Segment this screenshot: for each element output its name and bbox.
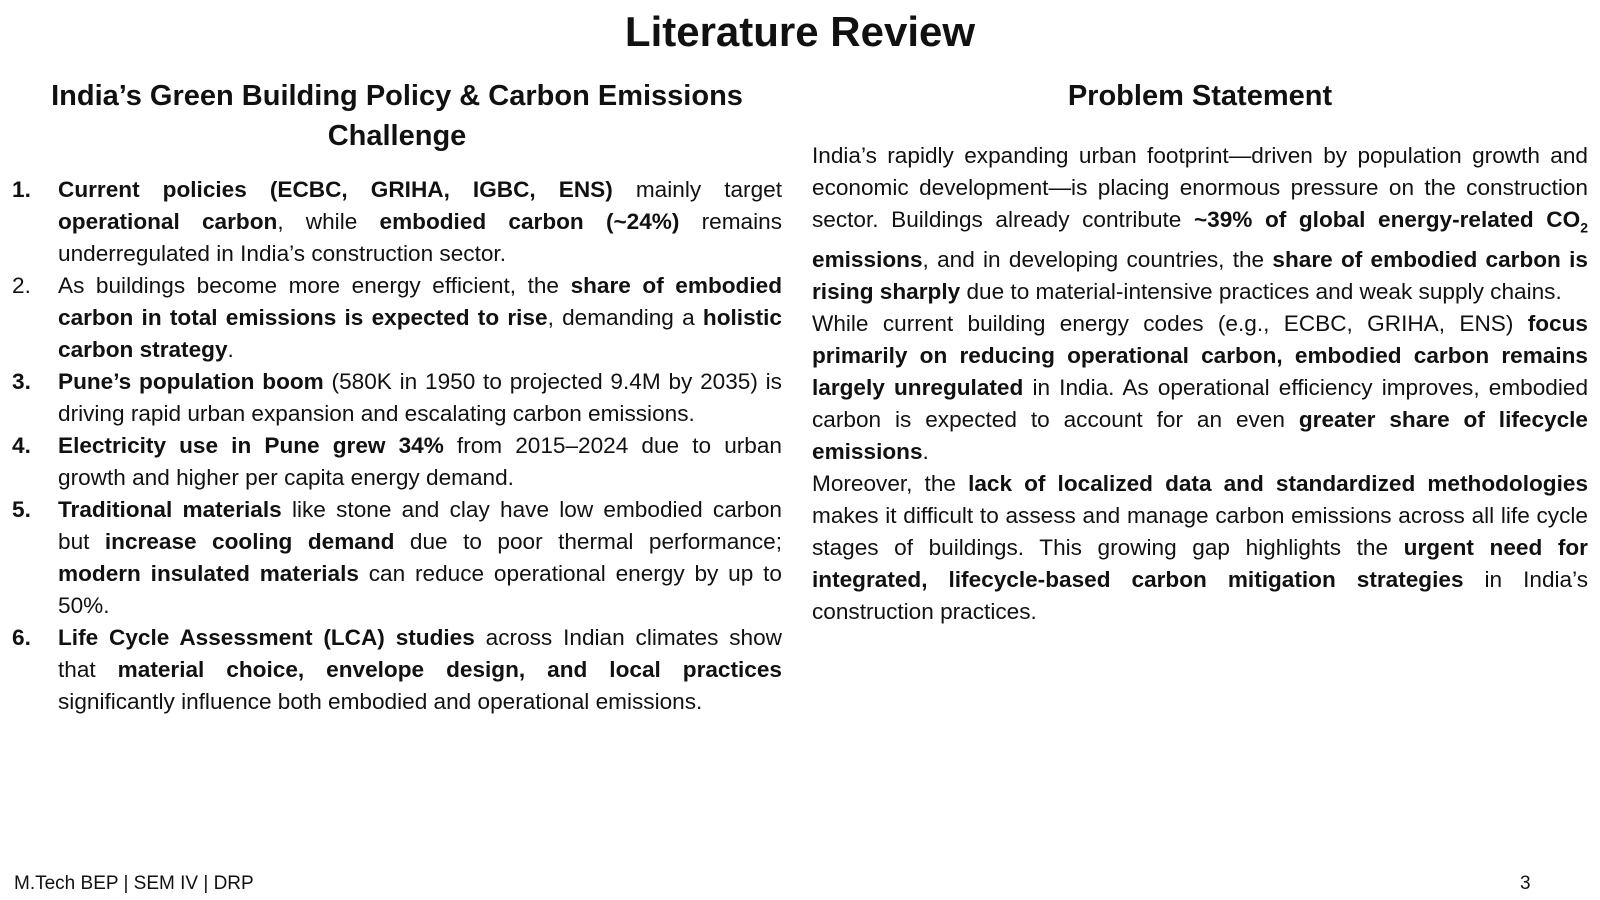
item-text: As buildings become more energy efficient, the <box>58 273 571 298</box>
paragraph-bold-text: share of embodied carbon is rising sharply <box>812 246 1588 304</box>
item-text: remains underregulated in India’s construction sector. <box>58 209 782 266</box>
list-item <box>12 174 782 270</box>
item-text: (580K in 1950 to projected 9.4M by 2035) is driving rapid urban expansion and escalating carbon emissions. <box>58 369 782 426</box>
paragraph-text: in India’s construction practices. <box>812 566 1588 624</box>
right-column <box>812 76 1588 628</box>
paragraph-text: While current building energy codes (e.g., ECBC, GRIHA, ENS) <box>812 310 1528 336</box>
left-section-heading <box>12 76 782 156</box>
list-item <box>12 430 782 494</box>
problem-statement-body <box>812 140 1588 628</box>
item-text: , while <box>277 209 380 234</box>
problem-paragraph-1 <box>812 140 1588 308</box>
left-heading-line1: India’s Green Building Policy & Carbon Emissions <box>51 80 743 112</box>
paragraph-text: makes it difficult to assess and manage carbon emissions across all life cycle stages of buildings. This growing gap highlights the <box>812 502 1588 560</box>
list-item <box>12 494 782 622</box>
policy-points-list <box>12 174 782 718</box>
item-bold-text: share of embodied carbon in total emissions is expected to rise <box>58 273 783 330</box>
paragraph-text: Moreover, the <box>812 470 969 496</box>
item-bold-text: Life Cycle Assessment (LCA) studies <box>58 625 475 650</box>
paragraph-text: , and in developing countries, the <box>922 246 1273 272</box>
co2-share-text: ~39% of global energy-related CO <box>1193 207 1581 232</box>
item-text: like stone and clay have low embodied carbon but <box>58 497 782 554</box>
item-text: mainly target <box>612 177 782 202</box>
left-heading-line2: Challenge <box>327 120 467 152</box>
item-bold-text: modern insulated materials <box>58 561 359 586</box>
paragraph-text: . <box>922 438 929 464</box>
list-item-number: 3. <box>12 369 31 394</box>
paragraph-bold-text: focus primarily on reducing operational carbon, embodied carbon remains largely unregulated <box>812 310 1588 400</box>
item-text: due to poor thermal performance; <box>394 529 782 554</box>
footer-course-info: M.Tech BEP | SEM IV | DRP <box>14 873 254 894</box>
item-bold-text: embodied carbon (~24%) <box>379 209 680 234</box>
item-bold-text: increase cooling demand <box>104 529 395 554</box>
list-item-number: 2. <box>12 273 31 298</box>
list-item <box>12 270 782 366</box>
list-item-number: 4. <box>12 433 31 458</box>
problem-paragraph-2 <box>812 308 1588 468</box>
co2-subscript: 2 <box>1580 219 1588 236</box>
item-text: across Indian climates show that <box>58 625 783 682</box>
item-bold-text: operational carbon <box>58 209 278 234</box>
list-item <box>12 366 782 430</box>
item-bold-text: holistic carbon strategy <box>58 305 782 362</box>
list-item-number: 6. <box>12 625 31 650</box>
slide-title: Literature Review <box>624 8 976 55</box>
paragraph-bold-text: lack of localized data and standardized methodologies <box>968 470 1589 496</box>
item-bold-text: Pune’s population boom <box>58 369 324 394</box>
item-bold-text: Electricity use in Pune grew 34% <box>58 433 444 458</box>
paragraph-bold-text: urgent need for integrated, lifecycle-based carbon mitigation strategies <box>812 534 1588 592</box>
item-bold-text: material choice, envelope design, and local practices <box>117 657 782 682</box>
item-text: , demanding a <box>547 305 703 330</box>
paragraph-text: due to material-intensive practices and weak supply chains. <box>960 278 1562 304</box>
emissions-text: emissions <box>812 246 923 272</box>
paragraph-bold-text: greater share of lifecycle emissions <box>812 406 1588 464</box>
problem-statement-heading: Problem Statement <box>1067 80 1333 112</box>
item-text: from 2015–2024 due to urban growth and higher per capita energy demand. <box>58 433 782 490</box>
item-text: . <box>227 337 234 362</box>
paragraph-text: India’s rapidly expanding urban footprint—driven by population growth and economic development—is placing enormous pressure on the construction sector. Buildings already contribute <box>812 143 1588 232</box>
left-column <box>12 76 782 718</box>
list-item-number: 5. <box>12 497 31 522</box>
item-text: can reduce operational energy by up to 50%. <box>58 561 782 618</box>
item-text: significantly influence both embodied and operational emissions. <box>58 689 703 714</box>
page-number: 3 <box>1520 873 1531 894</box>
problem-paragraph-3 <box>812 468 1588 628</box>
paragraph-text: in India. As operational efficiency improves, embodied carbon is expected to account for an even <box>812 374 1589 432</box>
list-item <box>12 622 782 718</box>
list-item-number: 1. <box>12 177 31 202</box>
item-bold-text: Current policies (ECBC, GRIHA, IGBC, ENS) <box>58 177 613 202</box>
item-bold-text: Traditional materials <box>58 497 282 522</box>
